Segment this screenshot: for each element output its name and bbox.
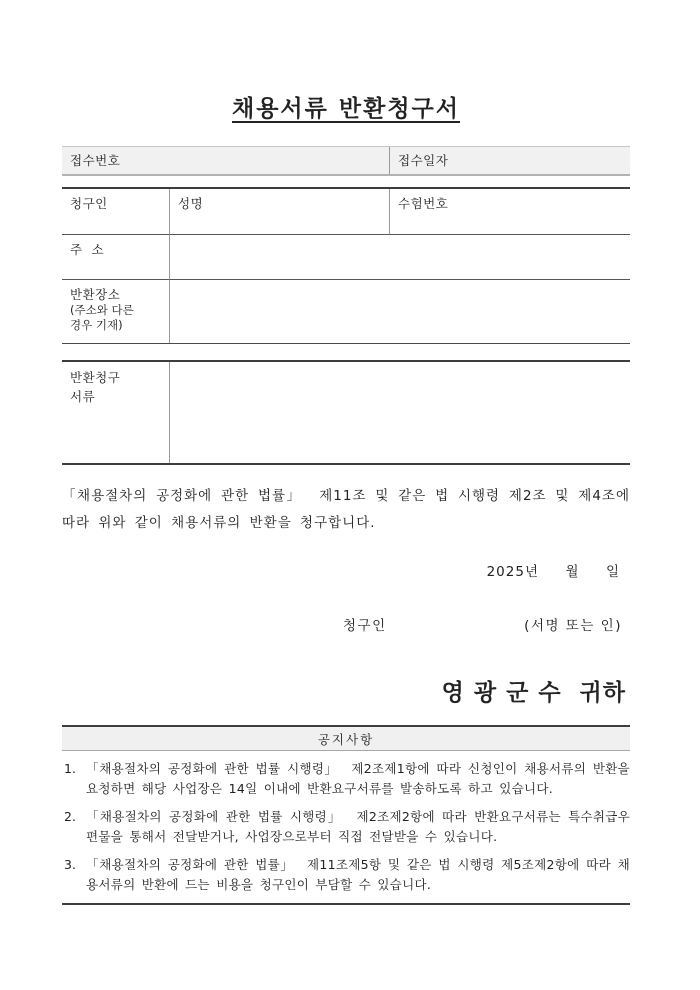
notice-item-text: 「채용절차의 공정화에 관한 법률 시행령」 제2조제1항에 따라 신청인이 채용서류의 반환을 요청하면 해당 사업장은 14일 이내에 반환요구서류를 발송하도록 하고 있습니다. — [86, 761, 637, 796]
receipt-number-cell — [62, 147, 390, 174]
notice-item-text: 「채용절차의 공정화에 관한 법률 시행령」 제2조제2항에 따라 반환요구서류는 특수취급우편물을 통해서 전달받거나, 사업장으로부터 직접 전달받을 수 있습니다. — [86, 809, 630, 844]
notice-item-text: 「채용절차의 공정화에 관한 법률」 제11조제5항 및 같은 법 시행령 제5조제2항에 따라 채용서류의 반환에 드는 비용을 청구인이 부담할 수 있습니다. — [86, 857, 630, 892]
address-label-cell — [62, 235, 170, 280]
return-place-note-line1: (주소와 다른 — [70, 303, 134, 317]
claimant-label: 청구인 — [70, 196, 108, 211]
name-cell — [170, 189, 390, 235]
exam-number-cell — [390, 189, 630, 235]
signature-seal-note: (서명 또는 인) — [524, 618, 622, 634]
notice-section — [62, 725, 637, 905]
notice-items — [62, 751, 637, 905]
request-statement: 「채용절차의 공정화에 관한 법률」 제11조 및 같은 법 시행령 제2조 및 제4조에 따라 위와 같이 채용서류의 반환을 청구합니다. — [62, 488, 639, 531]
notice-item — [64, 807, 630, 847]
notice-header: 공지사항 — [62, 725, 630, 751]
exam-number-label: 수험번호 — [398, 196, 449, 211]
receipt-date-cell — [390, 147, 630, 174]
receipt-number-label: 접수번호 — [70, 153, 121, 168]
name-label: 성명 — [178, 196, 204, 211]
signature-line — [62, 614, 630, 634]
notice-item-number: 1. — [64, 761, 76, 776]
page-title: 채용서류 반환청구서 — [232, 96, 460, 122]
return-documents-value-cell — [170, 362, 630, 463]
reception-table — [62, 146, 630, 176]
notice-item-number: 2. — [64, 809, 76, 824]
claimant-label-cell — [62, 189, 170, 235]
notice-item — [64, 759, 637, 799]
return-place-label: 반환장소 — [70, 287, 121, 302]
return-place-value-cell — [170, 280, 630, 343]
receipt-date-label: 접수일자 — [398, 153, 449, 168]
notice-item-number: 3. — [64, 857, 76, 872]
return-place-note-line2: 경우 기재) — [70, 318, 123, 332]
address-value-cell — [170, 235, 630, 280]
return-documents-label-line2: 서류 — [70, 389, 96, 404]
return-documents-label-cell — [62, 362, 170, 463]
notice-item — [64, 855, 630, 895]
address-label: 주 소 — [70, 242, 105, 257]
return-documents-label-line1: 반환청구 — [70, 370, 121, 385]
applicant-table — [62, 187, 630, 344]
addressee: 영 광 군 수 귀하 — [441, 680, 626, 706]
return-place-label-cell — [62, 280, 170, 343]
date-line: 2025년 월 일 — [486, 564, 620, 580]
return-documents-table — [62, 360, 630, 465]
signature-claimant-label: 청구인 — [343, 618, 387, 634]
